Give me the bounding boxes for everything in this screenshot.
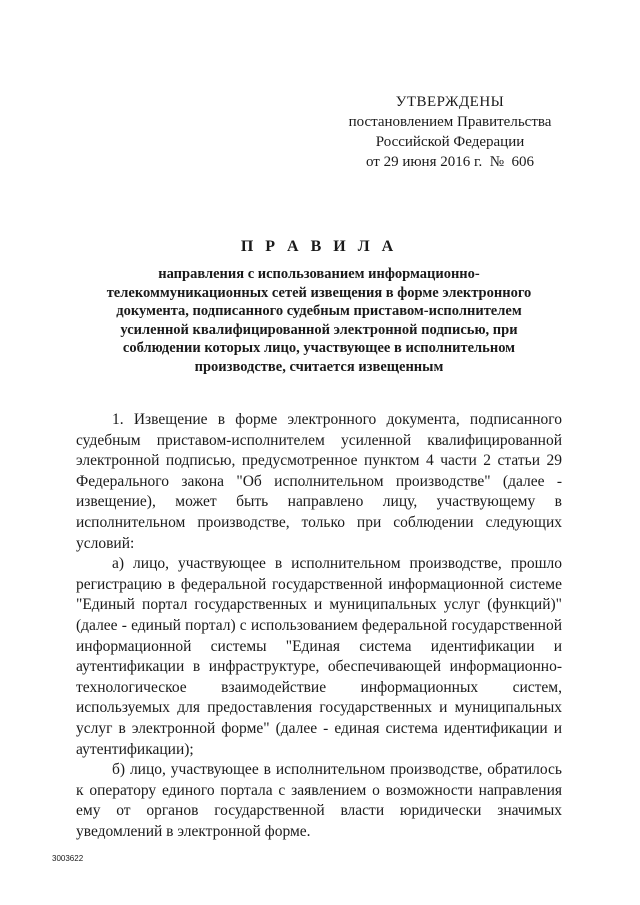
approval-stamp <box>340 92 560 172</box>
subtitle-line: направления с использованием информационно- <box>158 266 480 282</box>
paragraph-1: 1. Извещение в форме электронного документа, подписанного судебным приставом-исполнителем усиленной квалифицированной электронной подписью, предусмотренное пунктом 4 части 2 статьи 29 Федерального закона "Об исполнительном производстве" (далее - извещение), может быть направлено лицу, участвующему в исполнительном производстве, только при соблюдении следующих условий: <box>76 411 562 552</box>
paragraph-b: б) лицо, участвующее в исполнительном производстве, обратилось к оператору единого портала с заявлением о возможности направления ему от органов государственной власти юридически значимых уведомлений в электронной форме. <box>76 761 562 840</box>
paragraph-a: а) лицо, участвующее в исполнительном производстве, прошло регистрацию в федеральной государственной информационной системе "Единый портал государственных и муниципальных услуг (функций)" (далее - единый портал) с использованием федеральной государственной информационной системы "Единая система идентификации и аутентификации в инфраструктуре, обеспечивающей информационно-технологическое взаимодействие информационных систем, используемых для предоставления государственных и муниципальных услуг в электронной форме" (далее - единая система идентификации и аутентификации); <box>76 555 562 758</box>
document-code: 3003622 <box>52 854 84 863</box>
document-title <box>76 238 562 376</box>
approval-resolution: постановлением Правительства <box>348 114 552 130</box>
subtitle-line: усиленной квалифицированной электронной подписью, при <box>120 321 518 338</box>
rules-heading: П Р А В И Л А <box>240 238 398 255</box>
rules-subtitle <box>76 265 562 376</box>
approval-title: УТВЕРЖДЕНЫ <box>395 94 505 110</box>
subtitle-line: производстве, считается извещенным <box>194 358 444 375</box>
subtitle-line: соблюдении которых лицо, участвующее в исполнительном <box>122 340 516 356</box>
subtitle-line: документа, подписанного судебным приставом-исполнителем <box>116 303 522 319</box>
document-body <box>76 410 562 842</box>
approval-date: от 29 июня 2016 г. № 606 <box>365 154 535 170</box>
approval-government: Российской Федерации <box>375 134 525 150</box>
subtitle-line: телекоммуникационных сетей извещения в форме электронного <box>106 284 532 301</box>
